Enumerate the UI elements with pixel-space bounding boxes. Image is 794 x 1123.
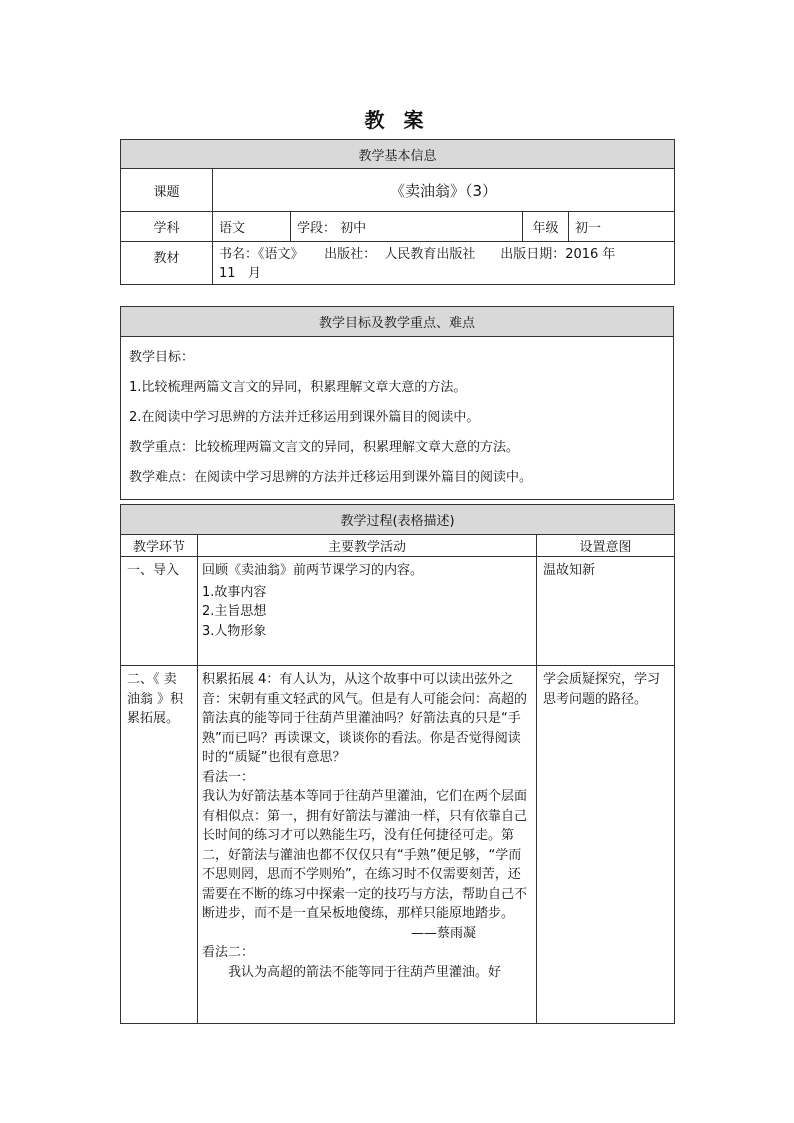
step-cell bbox=[121, 666, 198, 1024]
col-step-header: 教学环节 bbox=[121, 535, 198, 557]
goals-line: 教学目标： bbox=[129, 350, 195, 365]
activity-item: 3.人物形象 bbox=[202, 623, 267, 639]
goals-body bbox=[121, 337, 674, 500]
goals-line: 2.在阅读中学习思辨的方法并迁移运用到课外篇目的阅读中。 bbox=[129, 410, 480, 425]
basic-info-header: 教学基本信息 bbox=[121, 140, 675, 169]
activity-cell bbox=[198, 666, 537, 1024]
subject-label: 学科 bbox=[121, 212, 213, 242]
view-signature: ——蔡雨凝 bbox=[410, 925, 476, 941]
page-title: 教 案 bbox=[364, 108, 430, 132]
grade-label: 年级 bbox=[523, 212, 569, 242]
activity-paragraph: 积累拓展 4：有人认为，从这个故事中可以读出弦外之音：宋朝有重文轻武的风气。但是有人可能会问：高超的箭法真的能等同于往葫芦里灌油吗？好箭法真的只是“手熟”而已吗？再读课文，谈谈你的看法。你是否觉得阅读时的“质疑”也很有意思？ bbox=[202, 672, 528, 765]
process-table bbox=[120, 504, 675, 1024]
basic-info-table bbox=[120, 139, 675, 285]
topic-label: 课题 bbox=[121, 169, 213, 212]
step-cell: 一、导入 bbox=[121, 557, 198, 666]
stage-text: 学段： 初中 bbox=[291, 212, 523, 242]
step-line: 二、《 卖 bbox=[127, 672, 177, 687]
view-text: 我认为好箭法基本等同于往葫芦里灌油，它们在两个层面有相似点：第一，拥有好箭法与灌油一样，只有依靠自己长时间的练习才可以熟能生巧，没有任何捷径可走。第二，好箭法与灌油也都不仅仅只有“手熟”便足够，“学而不思则罔，思而不学则殆”，在练习时不仅需要刻苦，还需要在不断的练习中探索一定的技巧与方法，帮助自己不断进步，而不是一直呆板地傻练，那样只能原地踏步。 bbox=[202, 789, 528, 921]
textbook-line-1: 书名：《语文》 出版社： 人民教育出版社 出版日期：2016 年 bbox=[219, 247, 616, 262]
step-line: 油翁 》积 bbox=[127, 691, 184, 707]
subject-value: 语文 bbox=[213, 212, 291, 242]
intent-cell: 学会质疑探究，学习思考问题的路径。 bbox=[537, 666, 675, 1024]
textbook-info bbox=[213, 242, 675, 285]
activity-intro: 回顾《卖油翁》前两节课学习的内容。 bbox=[202, 563, 424, 578]
process-header: 教学过程(表格描述) bbox=[121, 505, 675, 535]
topic-value: 《卖油翁》（3） bbox=[213, 169, 675, 212]
activity-cell bbox=[198, 557, 537, 666]
col-activity-header: 主要教学活动 bbox=[198, 535, 537, 557]
view-text: 我认为高超的箭法不能等同于往葫芦里灌油。好 bbox=[228, 964, 502, 980]
activity-item: 2.主旨思想 bbox=[202, 604, 267, 619]
col-intent-header: 设置意图 bbox=[537, 535, 675, 557]
step-line: 累拓展。 bbox=[127, 711, 180, 726]
textbook-label: 教材 bbox=[121, 242, 213, 285]
grade-value: 初一 bbox=[569, 212, 675, 242]
intent-cell: 温故知新 bbox=[537, 557, 675, 666]
goals-line: 教学重点：比较梳理两篇文言文的异同，积累理解文章大意的方法。 bbox=[129, 440, 520, 455]
textbook-line-2: 11 月 bbox=[219, 266, 261, 281]
view-label: 看法二： bbox=[202, 945, 255, 960]
goals-header: 教学目标及教学重点、难点 bbox=[121, 307, 674, 337]
activity-item: 1.故事内容 bbox=[202, 584, 267, 600]
goals-table bbox=[120, 306, 674, 500]
view-label: 看法一： bbox=[202, 769, 255, 785]
goals-line: 教学难点：在阅读中学习思辨的方法并迁移运用到课外篇目的阅读中。 bbox=[129, 470, 533, 485]
goals-line: 1.比较梳理两篇文言文的异同，积累理解文章大意的方法。 bbox=[129, 380, 467, 395]
